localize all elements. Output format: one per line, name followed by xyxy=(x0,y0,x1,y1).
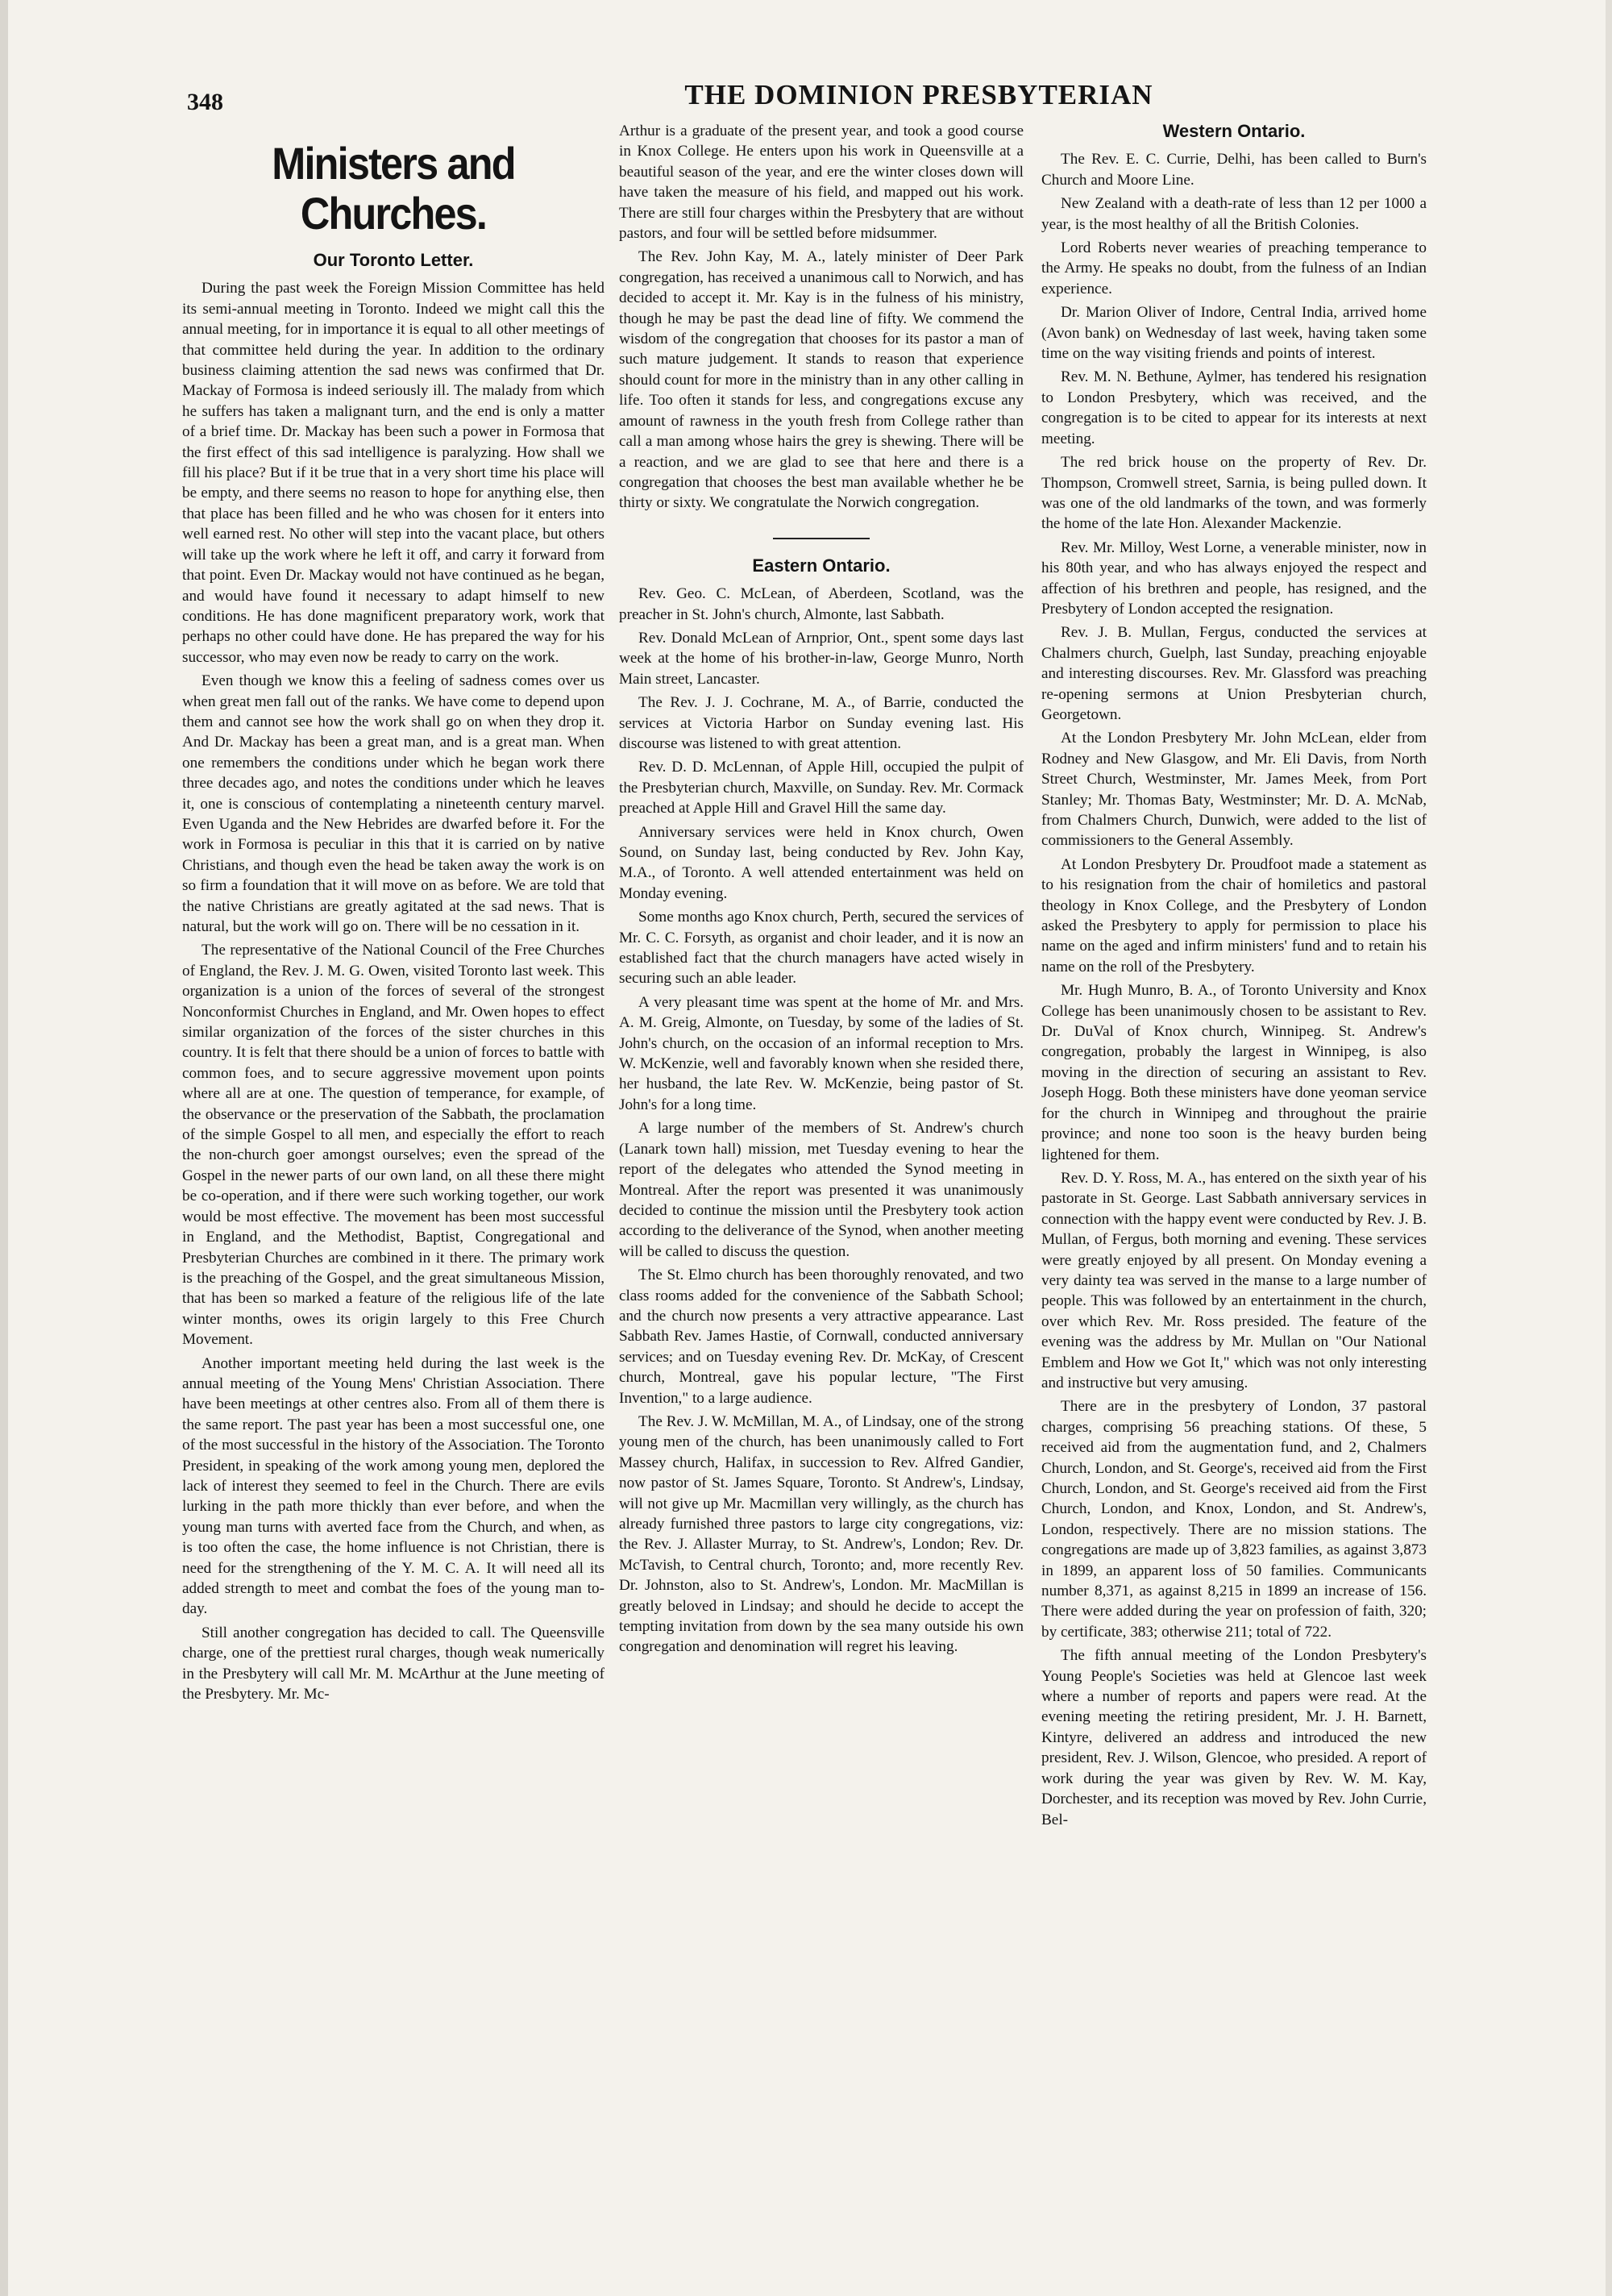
column-3 xyxy=(1041,121,1427,1833)
news-item: Mr. Hugh Munro, B. A., of Toronto University and Knox College has been unanimously chosen to be assistant to Rev. Dr. DuVal of Knox church, Winnipeg. St. Andrew's congregation, probably the largest in Winnipeg, is also moving in the direction of securing an assistant to Rev. Joseph Hogg. Both these ministers have done yeoman service for the church in Winnipeg and throughout the prairie province; and none too soon is the heavy burden being lightened for them. xyxy=(1041,982,1427,1163)
news-item: The Rev. J. W. McMillan, M. A., of Lindsay, one of the strong young men of the church, has been unanimously called to Fort Massey church, Halifax, in succession to Rev. Alfred Gandier, now pastor of St. James Square, Toronto. St Andrew's, Lindsay, will not give up Mr. Macmillan very willingly, as the church has already furnished three pastors to large city congregations, viz: the Rev. J. Allaster Murray, to St. Andrew's, London; Rev. Dr. McTavish, to Central church, Toronto; and, more recently Rev. Dr. Johnston, also to St. Andrew's, London. Mr. MacMillan is greatly beloved in Lindsay; and should he decide to accept the tempting invitation from down by the sea many outside his own congregation and denomination will regret his leaving. xyxy=(619,1412,1024,1656)
scan-border-right xyxy=(1606,0,1612,2296)
column-2 xyxy=(619,121,1024,1661)
news-item: New Zealand with a death-rate of less than 12 per 1000 a year, is the most healthy of all the British Colonies. xyxy=(1041,195,1427,233)
column-1 xyxy=(182,121,604,1707)
section-masthead: Ministers and Churches. xyxy=(272,138,515,239)
news-item: There are in the presbytery of London, 37 pastoral charges, comprising 56 preaching stations. Of these, 5 received aid from the augmentation fund, and 2, Chalmers Church, London, and St. George's, received aid from the First Church, London, and St. George's received aid from the First Church, London, and Knox, London, and St. Andrew's, London, respectively. There are no mission stations. The congregations are made up of 3,823 families, as against 3,873 in 1899, an apparent loss of 50 families. Communicants number 8,371, as against 8,215 in 1899 an increase of 156. There were added during the year on profession of faith, 320; by certificate, 383; otherwise 211; total of 722. xyxy=(1041,1398,1427,1641)
news-item: The Rev. E. C. Currie, Delhi, has been called to Burn's Church and Moore Line. xyxy=(1041,151,1427,189)
scan-border-left xyxy=(0,0,8,2296)
news-item: Rev. D. Y. Ross, M. A., has entered on the sixth year of his pastorate in St. George. Last Sabbath anniversary services in connection with the happy event were conducted by Rev. J. B. Mullan, of Fergus, both morning and evening. These services were greatly enjoyed by all present. On Monday evening a very dainty tea was served in the manse to a large number of people. This was followed by an entertainment in the church, over which Rev. Mr. Ross presided. The feature of the evening was the address by Mr. Mullan on "Our National Emblem and How we Got It," which was not only interesting and instructive but very amusing. xyxy=(1041,1169,1427,1391)
article-paragraph: The representative of the National Council of the Free Churches of England, the Rev. J. M. G. Owen, visited Toronto last week. This organization is a union of the forces of several of the strongest Nonconformist Churches in England, and Mr. Owen hopes to effect similar organization of the forces of the sister churches in this country. It is felt that there should be a union of forces to battle with common foes, and to secure aggressive movement upon points where all are at one. The question of temperance, for example, of the observance or the preservation of the Sabbath, the proclamation of the simple Gospel to all men, and especially the effort to reach the non-church goer amongst ourselves; even the spread of the Gospel in the newer parts of our own land, on all these there might be co-operation, and if there were such working together, our work would be most effective. The movement has been most successful in England, and the Methodist, Baptist, Congregational and Presbyterian Churches are combined in it there. The primary work is the preaching of the Gospel, and the great simultaneous Mission, that has been so marked a feature of the religious life of the late winter months, owes its origin largely to this Free Church Movement. xyxy=(182,942,604,1349)
page-number: 348 xyxy=(187,89,223,115)
section-heading-toronto-letter: Our Toronto Letter. xyxy=(313,250,474,270)
news-item: The St. Elmo church has been thoroughly renovated, and two class rooms added for the convenience of the Sabbath School; and the church now presents a very attractive appearance. Last Sabbath Rev. James Hastie, of Cornwall, conducted anniversary services; and on Tuesday evening Rev. Dr. McKay, of Crescent church, Montreal, gave his popular lecture, "The First Invention," to a large audience. xyxy=(619,1267,1024,1407)
news-item: A very pleasant time was spent at the home of Mr. and Mrs. A. M. Greig, Almonte, on Tuesday, by some of the ladies of St. John's church, on the occasion of an informal reception to Mrs. W. McKenzie, well and favorably known when she resided there, her husband, the late Rev. W. McKenzie, being pastor of St. John's for a long time. xyxy=(619,993,1024,1113)
news-item: Dr. Marion Oliver of Indore, Central India, arrived home (Avon bank) on Wednesday of last week, having taken some time on the way visiting friends and points of interest. xyxy=(1041,304,1427,363)
news-item: Rev. Mr. Milloy, West Lorne, a venerable minister, now in his 80th year, and who has always enjoyed the respect and affection of his brethren and people, has resigned, and the Presbytery of London accepted the resignation. xyxy=(1041,539,1427,618)
news-item: At the London Presbytery Mr. John McLean, elder from Rodney and New Glasgow, and Mr. Eli Davis, from North Street Church, Westminster, Mr. James Meek, from Port Stanley; Mr. Thomas Baty, Westminster; Mr. D. A. McNab, from Chalmers Church, Dunwich, were added to the list of commissioners to the General Assembly. xyxy=(1041,730,1427,850)
article-paragraph: Even though we know this a feeling of sadness comes over us when great men fall out of the ranks. We have come to depend upon them and cannot see how the work shall go on when they drop it. And Dr. Mackay has been a great man, and is a great man. When one remembers the conditions under which he began work there three decades ago, and notes the conditions under which he leaves it, one is conscious of contemplating a nineteenth century marvel. Even Uganda and the New Hebrides are dwarfed before it. For the work in Formosa is peculiar in this that it is carried on by native Christians, and though even the head be taken away the work is on so firm a foundation that it will move on as before. We are told that the native Christians are greatly agitated at the sad news. That is natural, but the work will go on. There will be no cessation in it. xyxy=(182,672,604,935)
news-item: Anniversary services were held in Knox church, Owen Sound, on Sunday last, being conducted by Rev. John Kay, M.A., of Toronto. A well attended entertainment was held on Monday evening. xyxy=(619,823,1024,902)
article-paragraph: Still another congregation has decided to call. The Queensville charge, one of the prettiest rural charges, though weak numerically in the Presbytery will call Mr. M. McArthur at the June meeting of the Presbytery. Mr. Mc- xyxy=(182,1624,604,1703)
news-item: Some months ago Knox church, Perth, secured the services of Mr. C. C. Forsyth, as organist and choir leader, and it is now an established fact that the church managers have acted wisely in securing such an able leader. xyxy=(619,909,1024,988)
article-paragraph: Arthur is a graduate of the present year, and took a good course in Knox College. He enters upon his work in Queensville at a beautiful season of the year, and ere the winter closes down will have taken the measure of his field, and mapped out his work. There are still four charges within the Presbytery that are without pastors, and four will be settled before midsummer. xyxy=(619,123,1024,243)
news-item: Rev. J. B. Mullan, Fergus, conducted the services at Chalmers church, Guelph, last Sunday, preaching enjoyable and interesting discourses. Rev. Mr. Glassford was preaching re-opening sermons at Union Presbyterian church, Georgetown. xyxy=(1041,624,1427,723)
section-divider-rule xyxy=(773,538,870,539)
news-item: Rev. Donald McLean of Arnprior, Ont., spent some days last week at the home of his brother-in-law, George Munro, North Main street, Lancaster. xyxy=(619,629,1024,688)
section-heading-western-ontario: Western Ontario. xyxy=(1162,121,1306,141)
news-item: The red brick house on the property of Rev. Dr. Thompson, Cromwell street, Sarnia, is being pulled down. It was one of the old landmarks of the town, and was formerly the home of the late Hon. Alexander Mackenzie. xyxy=(1041,454,1427,533)
news-item: Rev. D. D. McLennan, of Apple Hill, occupied the pulpit of the Presbyterian church, Maxville, on Sunday. Rev. Mr. Cormack preached at Apple Hill and Gravel Hill the same day. xyxy=(619,759,1024,817)
news-item: Lord Roberts never wearies of preaching temperance to the Army. He speaks no doubt, from the fulness of an Indian experience. xyxy=(1041,239,1427,297)
article-paragraph: Another important meeting held during the last week is the annual meeting of the Young Mens' Christian Association. There have been meetings at other centres also. From all of them there is the same report. The past year has been a most successful one, one of the most successful in the history of the Association. The Toronto President, in speaking of the work among young men, deplored the lack of interest they seemed to feel in the Church. There are evils lurking in the path more thickly than ever before, and when the young man turns with averted face from the Church, and when, as is too often the case, the home influence is not Christian, there is need for the strengthening of the Y. M. C. A. It will need all its added strength to meet and combat the foes of the young man to-day. xyxy=(182,1354,604,1618)
news-item: Rev. M. N. Bethune, Aylmer, has tendered his resignation to London Presbytery, which was received, and the congregation is to be cited to appear for its interests at next meeting. xyxy=(1041,368,1427,447)
article-paragraph: During the past week the Foreign Mission Committee has held its semi-annual meeting in Toronto. Indeed we might call this the annual meeting, for in importance it is equal to all other meetings of that committee held during the year. In addition to the ordinary business claiming attention the sad news was confirmed that Dr. Mackay of Formosa is indeed seriously ill. The malady from which he suffers has taken a malignant turn, and the end is only a matter of a brief time. Dr. Mackay has been such a power in Formosa that the first effect of this sad intelligence is paralyzing. How shall we fill his place? But if it be true that in a very short time his place will be empty, and there seems no reason to hope for anything else, then that place has been filled and he who was chosen for it enters into well earned rest. No other will step into the vacant place, but others will take up the work where he left it off, and carry it forward from that point. Even Dr. Mackay would not have continued as he began, and would have found it necessary to adapt himself to new conditions. He has done magnificent preparatory work, work that perhaps no other could have done. He has prepared the way for his successor, who may even now be ready to carry on the work. xyxy=(182,280,604,666)
section-heading-eastern-ontario: Eastern Ontario. xyxy=(752,555,891,576)
news-item: The Rev. J. J. Cochrane, M. A., of Barrie, conducted the services at Victoria Harbor on Sunday evening last. His discourse was listened to with great attention. xyxy=(619,694,1024,752)
news-item: Rev. Geo. C. McLean, of Aberdeen, Scotland, was the preacher in St. John's church, Almonte, last Sabbath. xyxy=(619,585,1024,623)
article-paragraph: The Rev. John Kay, M. A., lately minister of Deer Park congregation, has received a unanimous call to Norwich, and has decided to accept it. Mr. Kay is in the fulness of his ministry, though he may be past the dead line of fifty. We commend the wisdom of the congregation that chooses for its pastor a man of such mature judgement. It stands to reason that experience should count for more in the ministry than in any other calling in life. Too often it stands for less, and congregations excuse any amount of rawness in the youth fresh from College rather than call a man among whose hairs the grey is shewing. There will be a reaction, and we are glad to see that here and there is a congregation that chooses the best man available whether he be thirty or sixty. We congratulate the Norwich congregation. xyxy=(619,248,1024,512)
news-item: A large number of the members of St. Andrew's church (Lanark town hall) mission, met Tuesday evening to hear the report of the delegates who attended the Synod meeting in Montreal. After the report was presented it was unanimously decided to continue the mission until the Presbytery took action according to the deliverance of the Synod, when another meeting will be called to discuss the question. xyxy=(619,1120,1024,1260)
news-item: The fifth annual meeting of the London Presbytery's Young People's Societies was held at Glencoe last week where a number of reports and papers were read. At the evening meeting the retiring president, Mr. J. H. Barnett, Kintyre, delivered an address and introduced the new president, Rev. J. Wilson, Glencoe, who presided. A report of work during the year was given by Rev. W. M. Kay, Dorchester, and its reception was moved by Rev. John Currie, Bel- xyxy=(1041,1647,1427,1828)
news-item: At London Presbytery Dr. Proudfoot made a statement as to his resignation from the chair of homiletics and pastoral theology in Knox College, and the Presbytery of London asked the Presbytery to apply for permission to place his name on the aged and infirm ministers' fund and to retain his name on the roll of the Presbytery. xyxy=(1041,855,1427,975)
running-head: THE DOMINION PRESBYTERIAN xyxy=(684,79,1153,110)
